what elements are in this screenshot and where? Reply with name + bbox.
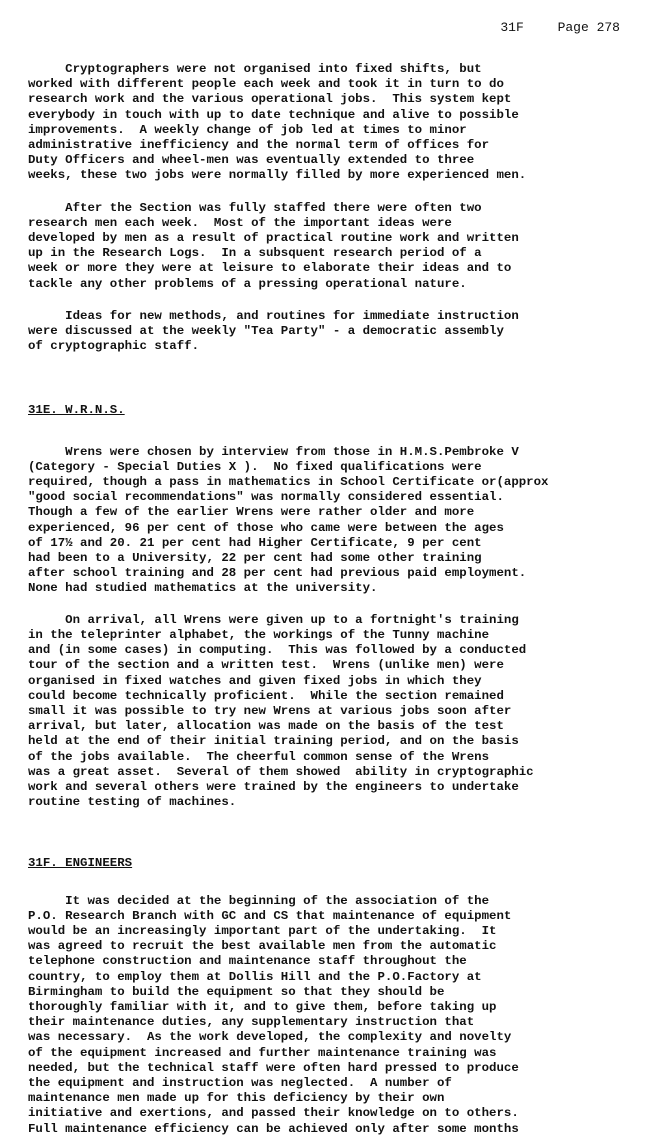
text-line: was agreed to recruit the best available men from the automatic [28, 939, 497, 954]
text-line: work and several others were trained by the engineers to undertake [28, 779, 519, 794]
paragraph-engineers [28, 894, 628, 1137]
text-line: telephone construction and maintenance staff throughout the [28, 954, 467, 969]
text-line: would be an increasingly important part of the undertaking. It [28, 923, 497, 938]
paragraph-cryptographers [28, 62, 628, 184]
text-line: Ideas for new methods, and routines for immediate instruction [28, 308, 519, 323]
text-line: Birmingham to build the equipment so that they should be [28, 984, 445, 999]
text-line: "good social recommendations" was normally considered essential. [28, 490, 504, 505]
page-header [500, 20, 620, 35]
text-line: administrative inefficiency and the normal term of offices for [28, 138, 490, 153]
section-heading-wrns: 31E. W.R.N.S. [28, 403, 125, 418]
text-line: tackle any other problems of a pressing operational nature. [28, 276, 467, 291]
text-line: routine testing of machines. [28, 795, 237, 810]
text-line: their maintenance duties, any supplementary instruction that [28, 1015, 475, 1030]
text-line: held at the end of their initial training period, and on the basis [28, 734, 519, 749]
text-line: of the jobs available. The cheerful common sense of the Wrens [28, 749, 490, 764]
text-line: Cryptographers were not organised into fixed shifts, but [28, 62, 482, 76]
document-body [28, 62, 628, 1137]
text-line: the equipment and instruction was neglected. A number of [28, 1075, 452, 1090]
text-line: Duty Officers and wheel-men was eventually extended to three [28, 153, 475, 168]
text-line: week or more they were at leisure to elaborate their ideas and to [28, 261, 512, 276]
text-line: up in the Research Logs. In a subsquent research period of a [28, 246, 482, 261]
paragraph-research [28, 201, 628, 292]
text-line: Full maintenance efficiency can be achieved only after some months [28, 1121, 519, 1136]
text-line: research work and the various operational jobs. This system kept [28, 92, 512, 107]
text-line: required, though a pass in mathematics in School Certificate or(approx [28, 475, 549, 490]
text-line: was a great asset. Several of them showed ability in cryptographic [28, 764, 534, 779]
section-heading-engineers: 31F. ENGINEERS [28, 856, 133, 871]
text-line: after school training and 28 per cent had previous paid employment. [28, 566, 527, 581]
text-line: and (in some cases) in computing. This was followed by a conducted [28, 643, 527, 658]
text-line: country, to employ them at Dollis Hill and the P.O.Factory at [28, 969, 482, 984]
text-line: Though a few of the earlier Wrens were rather older and more [28, 505, 475, 520]
text-line: developed by men as a result of practical routine work and written [28, 231, 519, 246]
section-reference: 31F [500, 20, 524, 35]
text-line: worked with different people each week and took it in turn to do [28, 77, 504, 92]
text-line: maintenance men made up for this deficiency by their own [28, 1091, 445, 1106]
text-line: research men each week. Most of the important ideas were [28, 215, 452, 230]
text-line: None had studied mathematics at the university. [28, 581, 378, 596]
text-line: arrival, but later, allocation was made on the basis of the test [28, 719, 504, 734]
paragraph-wrens-selection [28, 445, 628, 597]
text-line: It was decided at the beginning of the association of the [28, 893, 490, 908]
text-line: was necessary. As the work developed, the complexity and novelty [28, 1030, 512, 1045]
text-line: Wrens were chosen by interview from those in H.M.S.Pembroke V [28, 444, 519, 459]
text-line: tour of the section and a written test. Wrens (unlike men) were [28, 658, 504, 673]
paragraph-tea-party [28, 309, 628, 355]
text-line: of cryptographic staff. [28, 339, 200, 354]
text-line: everybody in touch with up to date technique and alive to possible [28, 107, 519, 122]
page-number: Page 278 [557, 20, 620, 35]
text-line: On arrival, all Wrens were given up to a fortnight's training [28, 612, 519, 627]
paragraph-wrens-training [28, 613, 628, 811]
text-line: initiative and exertions, and passed their knowledge on to others. [28, 1106, 519, 1121]
text-line: thoroughly familiar with it, and to give them, before taking up [28, 999, 497, 1014]
text-line: were discussed at the weekly "Tea Party" - a democratic assembly [28, 324, 504, 339]
text-line: improvements. A weekly change of job led at times to minor [28, 122, 467, 137]
text-line: small it was possible to try new Wrens at various jobs soon after [28, 703, 512, 718]
text-line: could become technically proficient. While the section remained [28, 688, 504, 703]
text-line: experienced, 96 per cent of those who came were between the ages [28, 520, 504, 535]
text-line: needed, but the technical staff were often hard pressed to produce [28, 1060, 519, 1075]
text-line: weeks, these two jobs were normally filled by more experienced men. [28, 168, 527, 183]
text-line: (Category - Special Duties X ). No fixed qualifications were [28, 459, 482, 474]
text-line: After the Section was fully staffed there were often two [28, 200, 482, 215]
text-line: of the equipment increased and further maintenance training was [28, 1045, 497, 1060]
text-line: in the teleprinter alphabet, the workings of the Tunny machine [28, 627, 490, 642]
text-line: P.O. Research Branch with GC and CS that maintenance of equipment [28, 908, 512, 923]
text-line: organised in fixed watches and given fixed jobs in which they [28, 673, 482, 688]
text-line: had been to a University, 22 per cent had some other training [28, 551, 482, 566]
text-line: of 17½ and 20. 21 per cent had Higher Certificate, 9 per cent [28, 535, 482, 550]
